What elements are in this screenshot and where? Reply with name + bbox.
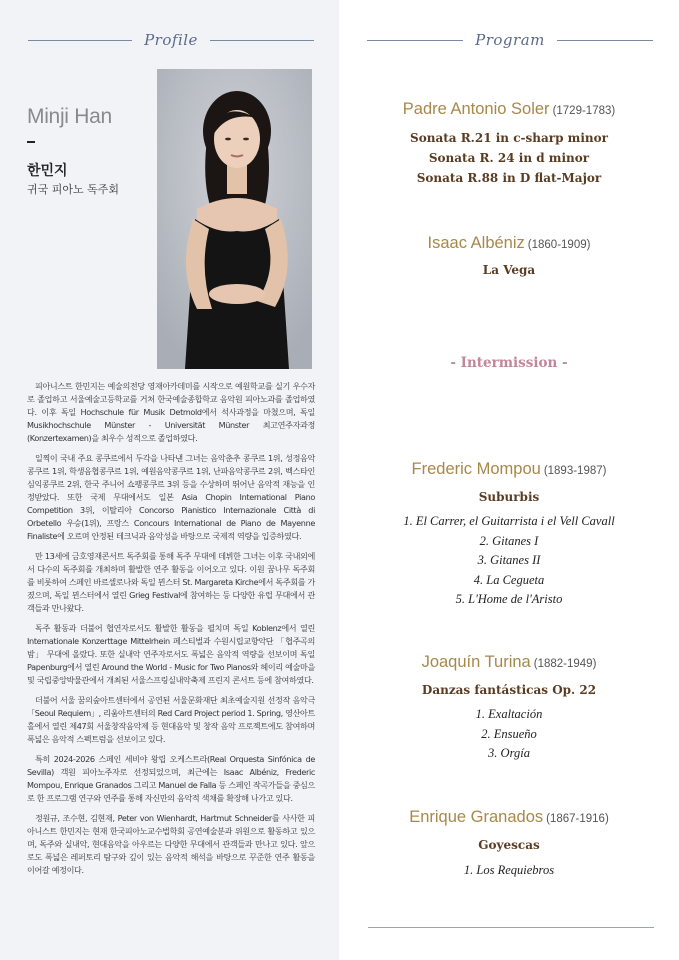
program-header-title: Program (475, 31, 545, 49)
header-line-right (210, 40, 314, 41)
movement-item: 2. Gitanes I (479, 533, 539, 548)
movement-item: 1. Los Requiebros (463, 863, 555, 877)
profile-header-title: Profile (144, 31, 198, 49)
work-title: Sonata R. 24 in d minor (428, 151, 590, 165)
movement-item: 4. La Cegueta (473, 572, 545, 587)
profile-header (28, 26, 314, 54)
recital-subtitle: 귀국 피아노 독주회 (27, 183, 120, 196)
biography (27, 380, 315, 884)
bio-paragraph: 일찍이 국내 주요 콩쿠르에서 두각을 나타낸 그녀는 음악춘추 콩쿠르 1위, 성정음악콩쿠르 1위, 학생음협콩쿠르 1위, 예원음악콩쿠르 1위, 난파음악콩쿠르 2위, 벡스타인 심익콩쿠르 2위, 한국 주니어 쇼팽콩쿠르 3위 등을 수상하며 뛰어난 음악적 재능을 인정받았다. 또한 국제 무대에서도 일본 Asia Chopin International Piano Competition 3위, 이탈리아 Concorso Pianistico Internazionale Città di Orbetello 우승(1위), 프랑스 Concours International de Piano de Mayenne Finaliste에 오르며 안정된 테크닉과 음악성을 바탕으로 국제적 역량을 입증하였다. (27, 453, 315, 541)
work-title: Sonata R.21 in c-sharp minor (410, 131, 608, 145)
composer-granados (339, 807, 679, 827)
composer-name: Frederic Mompou (411, 460, 541, 478)
movement-item: 2. Ensueño (481, 726, 537, 741)
composer-soler (339, 99, 679, 119)
program-header (367, 26, 653, 54)
granados-movements (339, 861, 679, 881)
turina-movements (339, 705, 679, 764)
program-panel (339, 0, 679, 960)
program-bottom-divider (368, 927, 654, 928)
movement-item: 1. El Carrer, el Guitarrista i el Vell Cavall (403, 514, 615, 528)
performer-portrait (157, 69, 312, 369)
header-line-left (367, 40, 463, 41)
mompou-movements (339, 512, 679, 610)
work-title: Suburbis (478, 490, 540, 504)
composer-years: (1729-1783) (552, 105, 616, 117)
composer-name: Padre Antonio Soler (402, 100, 550, 118)
bio-paragraph: 피아니스트 한민지는 예술의전당 영재아카데미를 시작으로 예원학교를 실기 우수자로 졸업하고 서울예술고등학교를 거쳐 한국예술종합학교 음악원 피아노과를 졸업하였다. 이후 독일 Hochschule für Musik Detmold에서 석사과정을 마쳤으며, 독일 Musikhochschule Münster - Universität Münster 최고연주자과정(Konzertexamen)을 최우수 성적으로 졸업하였다. (27, 381, 315, 443)
header-line-left (28, 40, 132, 41)
movement-item: 5. L'Home de l'Aristo (455, 592, 563, 606)
bio-paragraph: 독주 활동과 더불어 협연자로서도 활발한 활동을 펼치며 독일 Koblenz에서 열린 Internationale Konzerttage Mittelrhein 페스티벌과 수원시립교향악단 「협주곡의 밤」 무대에 올랐다. 또한 실내악 연주자로서도 폭넓은 음악적 역량을 선보이며 독일 Papenburg에서 열린 Around the World - Music for Two Pianos와 헤이리 예술마을 및 국립중앙박물관에서 개최된 서울스프링실내악축제 프린지 콘서트 등에 참여하였다. (27, 623, 315, 685)
composer-years: (1893-1987) (543, 465, 607, 477)
composer-years: (1860-1909) (527, 239, 591, 251)
composer-mompou (339, 459, 679, 479)
work-title: Danzas fantásticas Op. 22 (421, 683, 597, 697)
work-title: Goyescas (478, 838, 540, 852)
movement-item: 1. Exaltación (475, 707, 543, 721)
work-title: La Vega (482, 263, 536, 277)
movement-item: 3. Gitanes II (477, 553, 541, 567)
bio-paragraph: 더불어 서울 꿈의숲아트센터에서 공연된 서울문화재단 최초예술지원 선정작 음악극 「Seoul Requiem」, 리움아트센터의 Red Card Project period 1. Spring, 영산아트홀에서 열린 제47회 서울창작음악제 등 현대음악 및 창작 음악 프로젝트에도 참여하며 폭넓은 음악적 스펙트럼을 선보이고 있다. (27, 695, 315, 744)
movement-item: 3. Orgía (488, 746, 530, 760)
intermission-label: - Intermission - (450, 355, 568, 371)
bio-paragraph: 만 13세에 금호영재콘서트 독주회를 통해 독주 무대에 데뷔한 그녀는 이후 국내외에서 다수의 독주회를 개최하며 활발한 연주 활동을 이어오고 있다. 이원 꿈나무 독주회를 비롯하여 스페인 바르셀로나와 독일 뮌스터 St. Margareta Kirche에서 독주회를 가졌으며, 독일 뮌스터에서 열린 Grieg Festival에 참여하는 등 다양한 유럽 무대에서 관객들과 만나왔다. (27, 551, 315, 613)
header-line-right (557, 40, 653, 41)
composer-albeniz (339, 233, 679, 253)
performer-name-en: Minji Han (27, 105, 112, 128)
composer-name: Isaac Albéniz (427, 234, 525, 252)
soler-works (339, 128, 679, 188)
bio-paragraph: 특히 2024-2026 스페인 세비야 왕립 오케스트라(Real Orquesta Sinfónica de Sevilla) 객원 피아노주자로 선정되었으며, 최근에는 Isaac Albéniz, Frederic Mompou, Enrique Granados 그리고 Manuel de Falla 등 스페인 작곡가들을 중심으로 한 프로그램 연구와 연주를 통해 자신만의 음악적 색채를 확장해 나가고 있다. (27, 754, 315, 803)
portrait-illustration (157, 69, 312, 369)
name-dash-divider (27, 141, 35, 143)
work-title: Sonata R.88 in D flat-Major (416, 171, 602, 185)
composer-turina (339, 652, 679, 672)
profile-panel (0, 0, 339, 960)
composer-name: Enrique Granados (409, 808, 544, 826)
composer-years: (1867-1916) (546, 813, 609, 825)
composer-name: Joaquín Turina (421, 653, 531, 671)
performer-name-kr: 한민지 (27, 163, 68, 179)
bio-paragraph: 정원규, 조수현, 김현재, Peter von Wienhardt, Hartmut Schneider를 사사한 피아니스트 한민지는 현재 한국피아노교수법학회 공연예술분과 위원으로 활동하고 있으며, 독주와 실내악, 현대음악을 아우르는 다양한 무대에서 관객들과 만나고 있다. 앞으로도 폭넓은 레퍼토리 탐구와 깊이 있는 음악적 해석을 바탕으로 꾸준한 연주 활동을 이어갈 예정이다. (27, 813, 315, 875)
composer-years: (1882-1949) (533, 658, 597, 670)
